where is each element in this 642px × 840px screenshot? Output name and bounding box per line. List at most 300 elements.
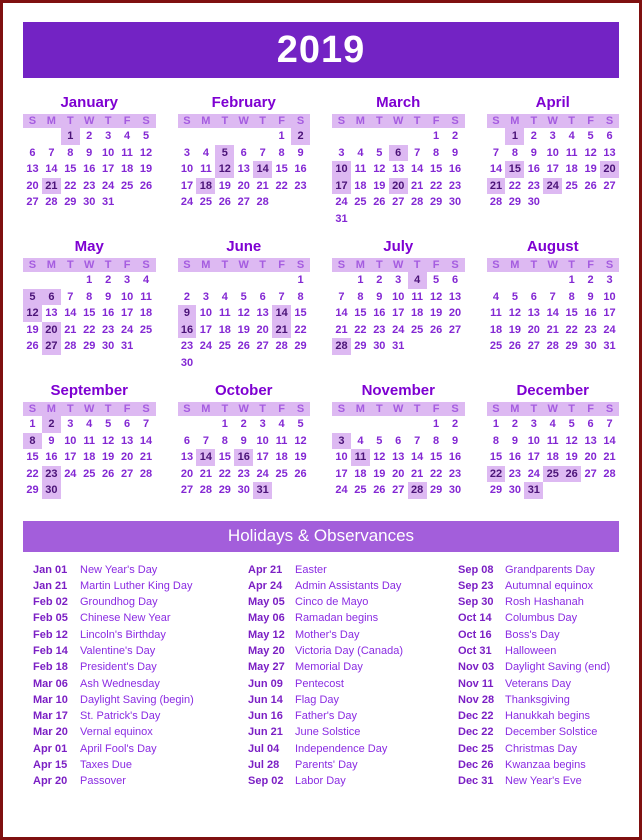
date-cell: 8 xyxy=(86,290,93,303)
holiday-item xyxy=(458,578,619,594)
month-june xyxy=(178,238,311,371)
date-cell: 31 xyxy=(335,212,348,225)
holiday-item xyxy=(458,610,619,626)
empty-cell xyxy=(408,128,427,145)
date-cell: 12 xyxy=(565,434,578,447)
date-cell: 27 xyxy=(180,484,194,496)
date-cell: 25 xyxy=(83,467,96,480)
date-cell: 26 xyxy=(237,340,250,352)
holiday-date: Jun 16 xyxy=(248,710,283,723)
date-cell: 17 xyxy=(603,307,616,319)
weekday-label: S xyxy=(337,115,346,127)
date-cell-highlighted: 17 xyxy=(332,178,351,195)
weekday-label: F xyxy=(432,259,440,271)
weekday-label: T xyxy=(375,259,383,271)
month-title: July xyxy=(383,238,414,255)
days-grid xyxy=(332,272,465,355)
date-cell: 1 xyxy=(29,418,36,430)
weekday-header-row xyxy=(178,402,311,416)
holiday-date: Dec 25 xyxy=(458,742,494,755)
date-cell: 16 xyxy=(527,163,540,175)
empty-cell xyxy=(196,128,215,145)
date-cell: 4 xyxy=(568,130,575,142)
date-cell: 13 xyxy=(120,434,134,447)
weekday-label: S xyxy=(28,115,37,127)
date-cell: 9 xyxy=(297,146,304,159)
month-title: May xyxy=(74,238,104,255)
date-cell: 31 xyxy=(392,340,405,352)
holiday-name: Daylight Saving (end) xyxy=(505,661,611,674)
weekday-label: W xyxy=(238,115,249,127)
holiday-item xyxy=(248,708,458,724)
date-cell: 20 xyxy=(180,467,194,480)
holiday-name: December Solstice xyxy=(505,726,598,739)
date-cell: 14 xyxy=(45,163,58,175)
holiday-item xyxy=(33,724,248,740)
holiday-name: Admin Assistants Day xyxy=(295,579,402,592)
date-cell-highlighted: 27 xyxy=(42,338,61,355)
date-cell: 22 xyxy=(275,179,288,192)
date-cell: 18 xyxy=(275,451,288,463)
holiday-name: Passover xyxy=(80,775,126,788)
empty-cell xyxy=(234,272,253,289)
holiday-date: May 06 xyxy=(248,612,285,625)
date-cell: 16 xyxy=(448,163,462,175)
holiday-item xyxy=(33,773,248,789)
date-cell: 9 xyxy=(86,146,93,159)
holiday-item xyxy=(458,692,619,708)
date-cell: 28 xyxy=(199,484,212,496)
empty-cell xyxy=(196,416,215,433)
holiday-item xyxy=(458,757,619,773)
holiday-date: Apr 20 xyxy=(33,775,68,788)
holiday-name: St. Patrick's Day xyxy=(80,710,161,723)
date-cell: 18 xyxy=(120,163,134,175)
date-cell: 2 xyxy=(86,130,93,142)
date-cell: 14 xyxy=(139,434,153,447)
date-cell: 7 xyxy=(278,290,285,303)
date-cell: 4 xyxy=(142,274,150,286)
weekday-header-row xyxy=(332,114,465,128)
date-cell: 11 xyxy=(121,146,133,159)
date-cell: 21 xyxy=(411,179,424,192)
date-cell: 9 xyxy=(451,434,459,447)
date-cell: 9 xyxy=(587,290,594,303)
date-cell: 21 xyxy=(546,323,559,336)
date-cell: 2 xyxy=(451,130,459,142)
date-cell: 20 xyxy=(392,467,405,480)
weekday-label: F xyxy=(587,115,594,127)
date-cell: 23 xyxy=(508,467,521,480)
weekday-label: S xyxy=(142,115,150,127)
empty-cell xyxy=(524,272,543,289)
date-cell: 27 xyxy=(603,179,616,192)
holiday-item xyxy=(33,578,248,594)
holiday-item xyxy=(458,676,619,692)
date-cell: 23 xyxy=(448,467,462,480)
empty-cell xyxy=(253,128,272,145)
holiday-name: Thanksgiving xyxy=(505,693,570,706)
date-cell: 13 xyxy=(256,307,269,319)
date-cell: 4 xyxy=(549,418,556,430)
empty-cell xyxy=(332,272,351,289)
empty-cell xyxy=(215,272,234,289)
month-title: September xyxy=(50,382,129,399)
date-cell: 28 xyxy=(256,196,269,208)
date-cell-highlighted: 25 xyxy=(543,466,562,483)
holiday-name: April Fool's Day xyxy=(80,742,157,755)
date-cell: 24 xyxy=(603,323,616,336)
date-cell: 31 xyxy=(603,340,616,352)
holiday-date: Nov 11 xyxy=(458,677,494,690)
weekday-label: F xyxy=(123,403,131,415)
date-cell: 10 xyxy=(392,290,405,303)
month-february xyxy=(178,94,311,227)
year-banner xyxy=(23,22,619,78)
weekday-label: W xyxy=(84,403,95,415)
date-cell: 30 xyxy=(584,340,597,352)
weekday-label: M xyxy=(201,115,211,127)
date-cell: 30 xyxy=(527,196,540,208)
weekday-header-row xyxy=(332,258,465,272)
date-cell: 20 xyxy=(256,323,269,336)
date-cell: 26 xyxy=(218,196,231,208)
date-cell-highlighted: 21 xyxy=(42,178,61,195)
date-cell-highlighted: 12 xyxy=(23,305,42,322)
months-grid xyxy=(23,94,619,499)
weekday-label: T xyxy=(568,403,576,415)
holiday-date: Sep 02 xyxy=(248,775,284,788)
month-title: August xyxy=(526,238,579,255)
empty-cell xyxy=(61,272,80,289)
date-cell: 5 xyxy=(105,418,112,430)
date-cell: 8 xyxy=(492,434,500,447)
holiday-date: Feb 05 xyxy=(33,612,68,625)
date-cell: 19 xyxy=(237,323,250,336)
holiday-name: President's Day xyxy=(80,661,157,674)
date-cell-highlighted: 23 xyxy=(42,466,61,483)
weekday-label: S xyxy=(492,115,500,127)
weekday-label: W xyxy=(393,403,404,415)
date-cell: 17 xyxy=(180,179,194,192)
days-grid xyxy=(487,416,620,499)
date-cell: 14 xyxy=(64,307,77,319)
date-cell: 12 xyxy=(294,434,307,447)
date-cell: 23 xyxy=(294,179,307,192)
date-cell: 6 xyxy=(451,274,459,286)
date-cell: 29 xyxy=(218,484,231,496)
date-cell: 22 xyxy=(429,467,443,480)
date-cell: 15 xyxy=(489,451,503,463)
date-cell: 4 xyxy=(492,290,500,303)
date-cell: 22 xyxy=(26,467,39,480)
holiday-item xyxy=(33,610,248,626)
empty-cell xyxy=(42,128,61,145)
date-cell-highlighted: 9 xyxy=(178,305,197,322)
days-grid xyxy=(487,128,620,211)
weekday-label: T xyxy=(66,403,74,415)
holiday-item xyxy=(248,692,458,708)
holiday-item xyxy=(248,594,458,610)
date-cell: 27 xyxy=(584,467,597,480)
date-cell: 3 xyxy=(338,146,345,159)
weekday-label: T xyxy=(413,403,421,415)
date-cell: 19 xyxy=(565,451,578,463)
date-cell: 28 xyxy=(411,196,424,208)
holiday-name: Lincoln's Birthday xyxy=(80,628,166,641)
days-grid xyxy=(332,128,465,227)
date-cell: 15 xyxy=(83,307,96,319)
holiday-item xyxy=(248,610,458,626)
date-cell: 21 xyxy=(335,323,348,336)
weekday-label: S xyxy=(142,259,150,271)
date-cell: 22 xyxy=(64,179,77,192)
weekday-label: T xyxy=(375,115,383,127)
weekday-label: T xyxy=(530,115,538,127)
holiday-name: Daylight Saving (begin) xyxy=(80,693,194,706)
holiday-item xyxy=(33,757,248,773)
date-cell-highlighted: 16 xyxy=(234,449,253,466)
holiday-name: Grandparents Day xyxy=(505,563,595,576)
date-cell: 17 xyxy=(120,307,134,319)
date-cell: 3 xyxy=(202,290,209,303)
date-cell-highlighted: 28 xyxy=(408,482,427,499)
date-cell: 2 xyxy=(183,290,191,303)
holiday-date: Jan 01 xyxy=(33,563,68,576)
holiday-name: June Solstice xyxy=(295,726,361,739)
date-cell: 6 xyxy=(530,290,537,303)
weekday-label: M xyxy=(46,115,56,127)
date-cell: 21 xyxy=(411,467,424,480)
date-cell-highlighted: 6 xyxy=(42,289,61,306)
days-grid xyxy=(23,416,156,499)
empty-cell xyxy=(351,416,370,433)
weekday-label: T xyxy=(104,259,112,271)
empty-cell xyxy=(196,272,215,289)
date-cell: 24 xyxy=(256,467,269,480)
date-cell: 7 xyxy=(142,418,150,430)
date-cell-highlighted: 14 xyxy=(253,161,272,178)
empty-cell xyxy=(487,128,506,145)
date-cell-highlighted: 6 xyxy=(389,145,408,162)
date-cell: 15 xyxy=(218,451,231,463)
date-cell: 8 xyxy=(568,290,575,303)
date-cell: 28 xyxy=(139,467,153,480)
date-cell: 18 xyxy=(354,467,367,480)
weekday-label: M xyxy=(510,259,520,271)
date-cell: 26 xyxy=(508,340,521,352)
date-cell: 25 xyxy=(411,323,424,336)
date-cell: 18 xyxy=(411,307,424,319)
date-cell: 23 xyxy=(83,179,96,192)
weekday-label: M xyxy=(355,259,365,271)
date-cell-highlighted: 26 xyxy=(562,466,581,483)
date-cell: 24 xyxy=(392,323,405,336)
date-cell: 18 xyxy=(139,307,153,319)
date-cell: 23 xyxy=(448,179,462,192)
weekday-label: F xyxy=(123,115,131,127)
days-grid xyxy=(178,272,311,371)
holiday-name: Rosh Hashanah xyxy=(505,596,584,609)
holiday-item xyxy=(458,724,619,740)
empty-cell xyxy=(505,272,524,289)
weekday-label: S xyxy=(183,115,191,127)
date-cell: 3 xyxy=(606,274,613,286)
date-cell: 26 xyxy=(373,196,386,208)
holiday-name: Chinese New Year xyxy=(80,612,171,625)
holiday-date: Jan 21 xyxy=(33,579,68,592)
holiday-name: Flag Day xyxy=(295,693,340,706)
holiday-name: Halloween xyxy=(505,644,557,657)
holiday-item xyxy=(33,659,248,675)
holiday-name: Christmas Day xyxy=(505,742,578,755)
holiday-name: Memorial Day xyxy=(295,661,363,674)
weekday-label: F xyxy=(123,259,131,271)
date-cell: 1 xyxy=(433,418,440,430)
date-cell: 3 xyxy=(530,418,537,430)
date-cell: 22 xyxy=(218,467,231,480)
date-cell: 3 xyxy=(67,418,74,430)
days-grid xyxy=(23,272,156,355)
month-title: February xyxy=(211,94,276,111)
holiday-name: Cinco de Mayo xyxy=(295,596,369,609)
date-cell: 13 xyxy=(603,146,616,159)
weekday-label: S xyxy=(451,403,459,415)
date-cell: 18 xyxy=(489,323,503,336)
date-cell: 17 xyxy=(199,323,212,336)
date-cell: 1 xyxy=(433,130,440,142)
date-cell: 13 xyxy=(26,163,39,175)
holiday-item xyxy=(33,676,248,692)
holiday-name: Columbus Day xyxy=(505,612,578,625)
date-cell: 31 xyxy=(120,340,134,352)
date-cell: 24 xyxy=(102,179,115,192)
date-cell: 30 xyxy=(83,196,96,208)
date-cell: 8 xyxy=(278,146,285,159)
holiday-item xyxy=(248,659,458,675)
empty-cell xyxy=(42,272,61,289)
date-cell: 23 xyxy=(237,467,250,480)
date-cell: 11 xyxy=(140,290,152,303)
date-cell-highlighted: 24 xyxy=(543,178,562,195)
holiday-item xyxy=(33,643,248,659)
date-cell: 30 xyxy=(448,484,462,496)
holiday-item xyxy=(33,692,248,708)
empty-cell xyxy=(351,128,370,145)
date-cell: 9 xyxy=(48,434,55,447)
empty-cell xyxy=(234,128,253,145)
date-cell: 6 xyxy=(395,434,402,447)
date-cell: 18 xyxy=(354,179,367,192)
month-title: November xyxy=(361,382,435,399)
weekday-label: W xyxy=(238,403,249,415)
holiday-date: Jul 28 xyxy=(248,759,280,772)
holiday-name: Independence Day xyxy=(295,742,388,755)
holiday-date: Mar 20 xyxy=(33,726,68,739)
holiday-name: New Year's Eve xyxy=(505,775,582,788)
weekday-label: M xyxy=(46,403,56,415)
date-cell-highlighted: 22 xyxy=(487,466,506,483)
date-cell: 17 xyxy=(527,451,540,463)
holiday-date: May 27 xyxy=(248,661,285,674)
date-cell: 27 xyxy=(120,467,134,480)
date-cell: 2 xyxy=(105,274,112,286)
date-cell: 13 xyxy=(237,163,250,175)
date-cell: 2 xyxy=(376,274,383,286)
date-cell: 29 xyxy=(429,196,443,208)
date-cell-highlighted: 3 xyxy=(332,433,351,450)
date-cell: 21 xyxy=(199,467,212,480)
holiday-date: Mar 06 xyxy=(33,677,68,690)
date-cell: 18 xyxy=(546,451,559,463)
holiday-item xyxy=(248,643,458,659)
date-cell: 19 xyxy=(373,179,386,192)
date-cell-highlighted: 30 xyxy=(42,482,61,499)
weekday-label: T xyxy=(221,403,229,415)
date-cell: 27 xyxy=(392,196,405,208)
date-cell: 10 xyxy=(180,163,194,175)
date-cell: 25 xyxy=(354,196,367,208)
date-cell: 5 xyxy=(297,418,304,430)
holiday-name: Mother's Day xyxy=(295,628,360,641)
date-cell: 11 xyxy=(354,163,367,175)
date-cell: 12 xyxy=(237,307,250,319)
holiday-name: Hanukkah begins xyxy=(505,710,591,723)
weekday-label: S xyxy=(605,115,614,127)
date-cell: 20 xyxy=(237,179,250,192)
date-cell: 13 xyxy=(448,290,462,303)
date-cell: 21 xyxy=(139,451,153,463)
date-cell: 24 xyxy=(335,196,348,208)
weekday-label: T xyxy=(104,115,112,127)
date-cell: 27 xyxy=(26,196,39,208)
date-cell: 5 xyxy=(568,418,575,430)
date-cell: 6 xyxy=(183,434,191,447)
date-cell: 24 xyxy=(527,467,540,480)
empty-cell xyxy=(272,272,291,289)
weekday-label: M xyxy=(46,259,56,271)
date-cell: 20 xyxy=(448,307,462,319)
empty-cell xyxy=(389,416,408,433)
empty-cell xyxy=(253,272,272,289)
date-cell: 20 xyxy=(120,451,134,463)
date-cell: 29 xyxy=(508,196,521,208)
date-cell: 24 xyxy=(64,467,77,480)
holiday-date: Dec 22 xyxy=(458,710,494,723)
date-cell: 10 xyxy=(546,146,559,159)
weekday-label: T xyxy=(413,115,421,127)
date-cell: 14 xyxy=(411,451,424,463)
date-cell: 23 xyxy=(584,323,597,336)
holiday-item xyxy=(458,562,619,578)
holiday-date: Apr 21 xyxy=(248,563,283,576)
weekday-label: W xyxy=(393,115,404,127)
holiday-date: Apr 15 xyxy=(33,759,68,772)
weekday-label: T xyxy=(221,259,229,271)
date-cell: 14 xyxy=(335,307,348,319)
month-april xyxy=(487,94,620,227)
empty-cell xyxy=(370,128,389,145)
date-cell: 14 xyxy=(411,163,424,175)
date-cell: 12 xyxy=(373,163,386,175)
date-cell: 12 xyxy=(139,146,153,159)
holiday-item xyxy=(458,659,619,675)
weekday-label: S xyxy=(492,259,500,271)
date-cell: 30 xyxy=(102,340,115,352)
date-cell: 15 xyxy=(64,163,77,175)
date-cell: 5 xyxy=(142,130,150,142)
holiday-item xyxy=(458,773,619,789)
